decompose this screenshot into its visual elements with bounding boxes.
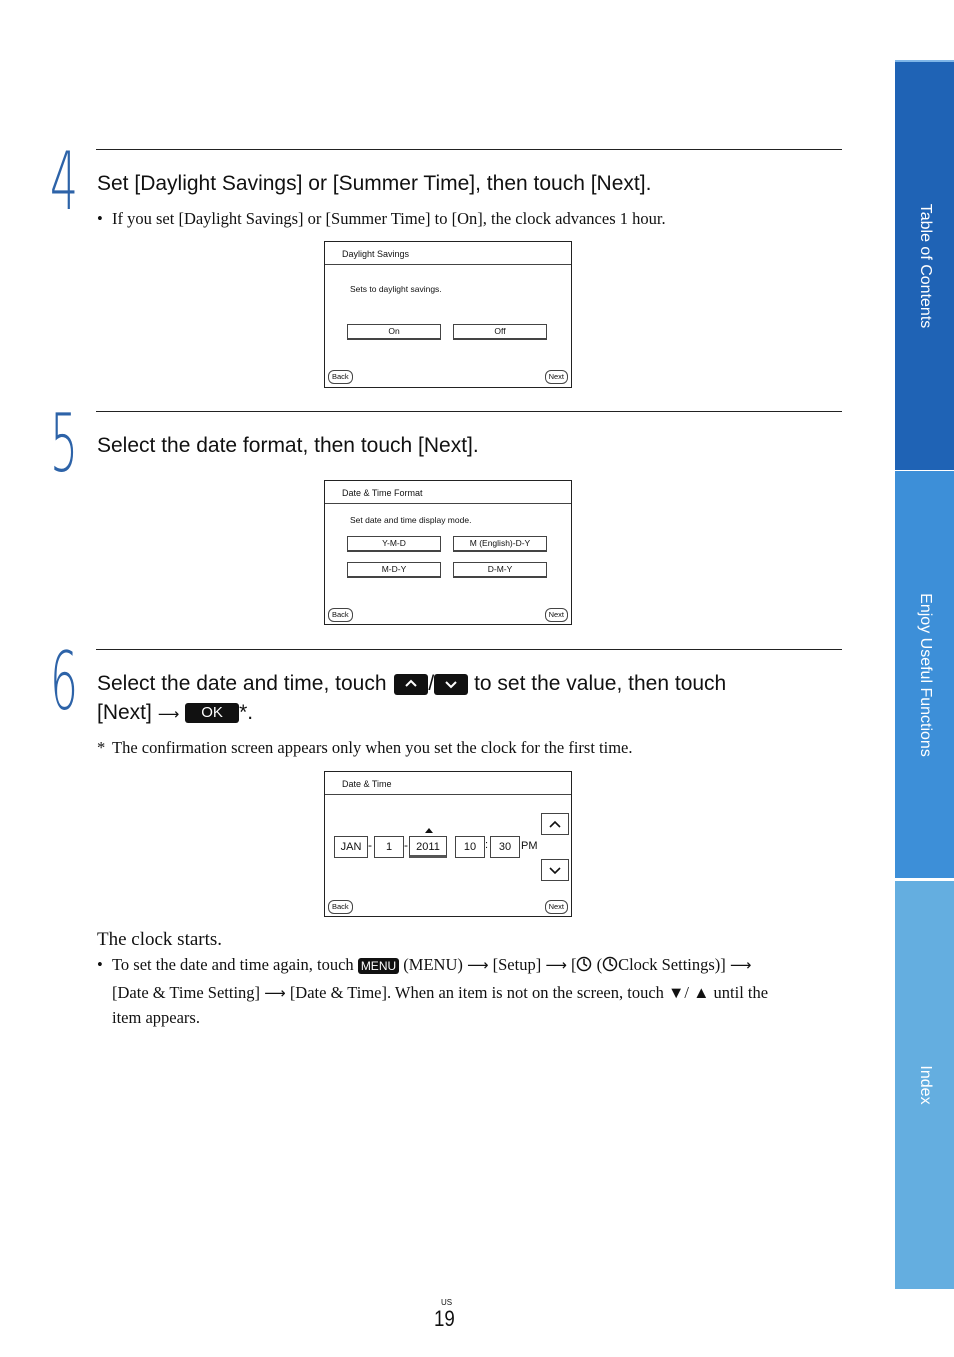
menu-icon: MENU [358, 958, 399, 974]
clock-icon [602, 955, 618, 974]
arrow-right-icon: ⟶ [466, 956, 489, 974]
step6-number: 6 [50, 635, 78, 728]
arrow-right-icon: ⟶ [264, 984, 286, 1002]
down-button[interactable] [541, 859, 569, 881]
date-time-screen [324, 771, 572, 917]
date-format-screen [324, 480, 572, 625]
arrow-right-icon: ⟶ [545, 956, 567, 974]
screen-title: Date & Time [342, 779, 392, 789]
tab-label: Index [916, 1065, 934, 1105]
clock-icon [576, 955, 592, 974]
back-button[interactable]: Back [328, 370, 353, 384]
screen-message: Set date and time display mode. [350, 515, 472, 525]
step5-divider [96, 411, 842, 412]
up-triangle-icon: ▲ [693, 983, 710, 1002]
back-button[interactable]: Back [328, 608, 353, 622]
page-number: 19 [434, 1306, 455, 1331]
day-field[interactable]: 1 [374, 836, 404, 858]
hour-field[interactable]: 10 [455, 836, 485, 858]
off-button[interactable]: Off [453, 324, 547, 340]
daylight-savings-screen [324, 241, 572, 388]
back-button[interactable]: Back [328, 900, 353, 914]
tab-enjoy-useful-functions[interactable] [895, 471, 954, 878]
tab-table-of-contents[interactable] [895, 60, 954, 470]
next-button[interactable]: Next [545, 370, 568, 384]
time-separator: : [485, 839, 489, 851]
clock-starts-text: The clock starts. [97, 929, 223, 950]
step6-heading-line1: Select the date and time, touch / to set the value, then touch [97, 672, 727, 695]
selected-caret-icon [425, 828, 433, 833]
date-separator: - [368, 838, 372, 852]
arrow-right-icon: ⟶ [157, 705, 180, 723]
ymd-button[interactable]: Y-M-D [347, 536, 441, 552]
step6-note: * The confirmation screen appears only when you set the clock for the first time. [97, 738, 633, 757]
date-separator: - [404, 838, 408, 852]
m-english-dy-button[interactable]: M (English)-D-Y [453, 536, 547, 552]
chevron-up-icon [542, 814, 568, 834]
screen-title: Date & Time Format [342, 488, 423, 498]
chevron-down-icon [542, 860, 568, 880]
step5-heading: Select the date format, then touch [Next]. [97, 434, 479, 457]
step5-number: 5 [50, 397, 78, 490]
down-triangle-icon: ▼ [668, 983, 685, 1002]
on-button[interactable]: On [347, 324, 441, 340]
after-bullet-line1: • To set the date and time again, touch MENU (MENU) ⟶ [Setup] ⟶ [ ( Clock Settings)] ⟶ [97, 955, 752, 974]
ok-icon: OK [185, 703, 239, 723]
step4-number: 4 [50, 135, 78, 228]
ampm-label: PM [521, 840, 538, 852]
down-arrow-icon [434, 674, 468, 695]
screen-title: Daylight Savings [342, 249, 410, 259]
region-label: US [441, 1298, 453, 1307]
step4-divider [96, 149, 842, 150]
dmy-button[interactable]: D-M-Y [453, 562, 547, 578]
step6-heading-line2: [Next] ⟶ OK *. [97, 701, 254, 724]
tab-label: Enjoy Useful Functions [916, 592, 934, 757]
screen-message: Sets to daylight savings. [350, 284, 442, 294]
arrow-right-icon: ⟶ [729, 956, 752, 974]
after-bullet-line3: item appears. [112, 1008, 200, 1027]
step4-bullet: • If you set [Daylight Savings] or [Summer Time] to [On], the clock advances 1 hour. [97, 209, 666, 228]
up-arrow-icon [394, 674, 428, 695]
after-bullet-line2: [Date & Time Setting] ⟶ [Date & Time]. When an item is not on the screen, touch ▼/ ▲ until the [112, 983, 769, 1002]
minute-field[interactable]: 30 [490, 836, 520, 858]
tab-label: Table of Contents [916, 203, 934, 329]
step6-divider [96, 649, 842, 650]
up-button[interactable] [541, 813, 569, 835]
mdy-button[interactable]: M-D-Y [347, 562, 441, 578]
year-field[interactable]: 2011 [409, 836, 447, 858]
month-field[interactable]: JAN [334, 836, 368, 858]
next-button[interactable]: Next [545, 900, 568, 914]
tab-index[interactable] [895, 881, 954, 1289]
next-button[interactable]: Next [545, 608, 568, 622]
step4-heading: Set [Daylight Savings] or [Summer Time], then touch [Next]. [97, 172, 652, 195]
